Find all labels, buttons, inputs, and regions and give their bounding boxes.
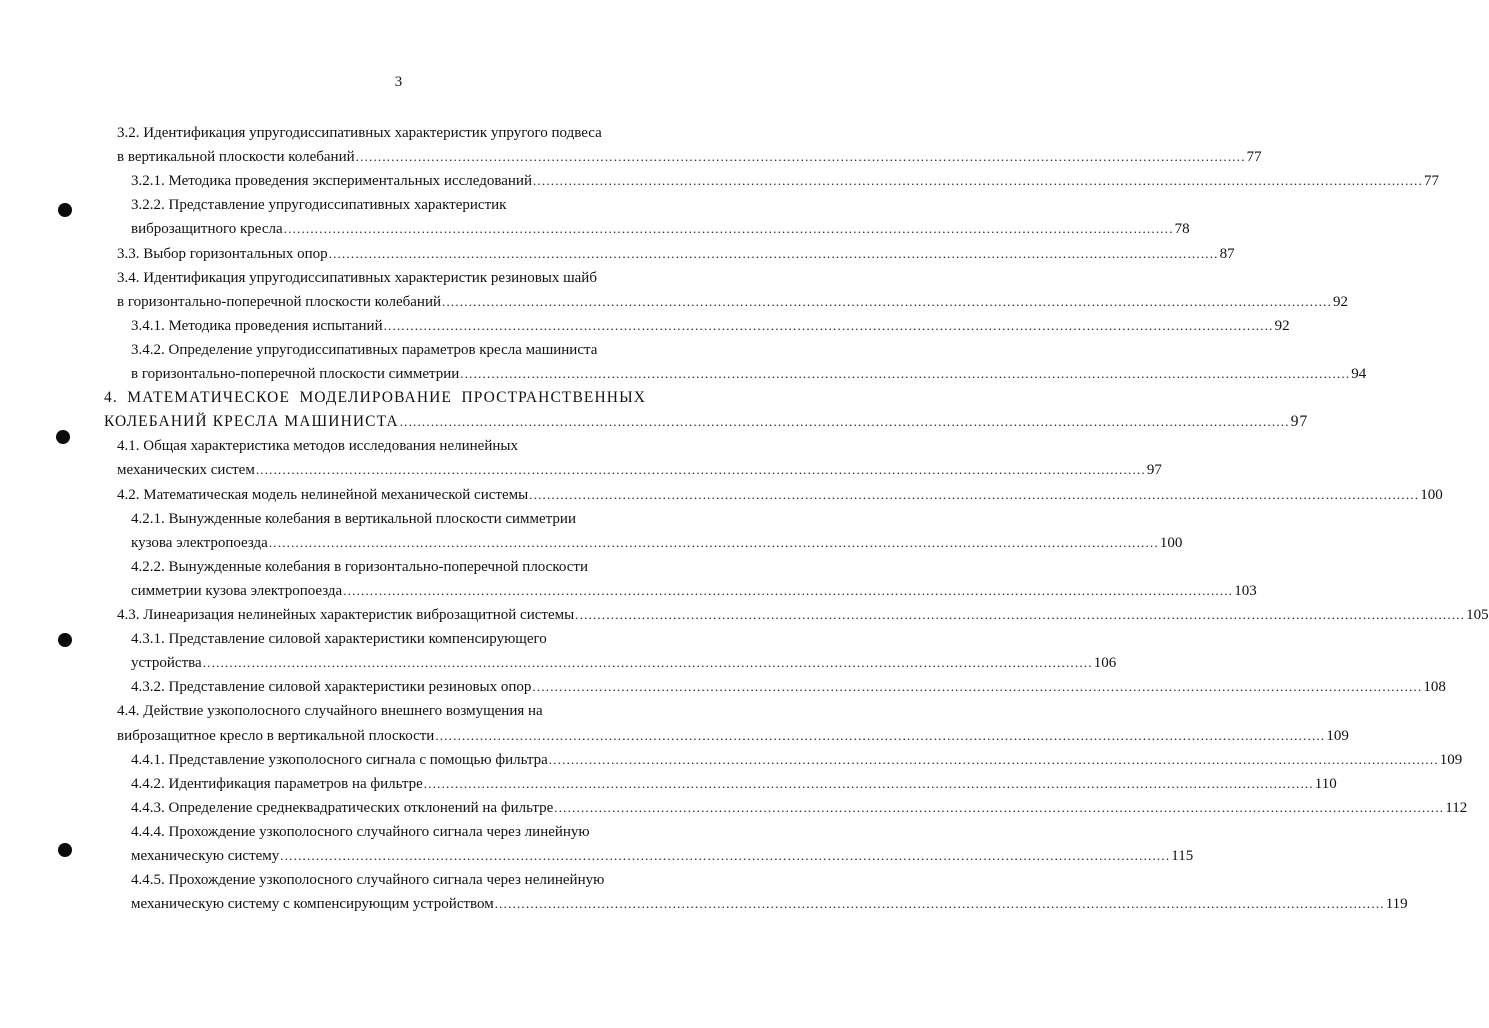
toc-entry-title: 4.4. Действие узкополосного случайного внешнего возмущения на bbox=[117, 703, 543, 719]
toc-line bbox=[104, 410, 1309, 434]
toc-entry-title: виброзащитное кресло в вертикальной плоскости bbox=[117, 728, 435, 744]
toc-entry-title: КОЛЕБАНИЙ КРЕСЛА МАШИНИСТА bbox=[104, 413, 399, 430]
page-number: 3 bbox=[394, 74, 403, 90]
dot-leader: ........................................................................................................................................................................................................ bbox=[399, 414, 1290, 429]
toc-line bbox=[131, 844, 1194, 868]
toc-entry-page: 100 bbox=[1159, 535, 1183, 551]
toc-line bbox=[117, 434, 580, 458]
toc-entry-title: 4.2. Математическая модель нелинейной механической системы bbox=[117, 487, 529, 503]
toc-entry-title: 4.1. Общая характеристика методов исследования нелинейных bbox=[117, 438, 518, 454]
toc-entry-title: 3.4.2. Определение упругодиссипативных параметров кресла машиниста bbox=[131, 342, 598, 358]
toc-entry-page: 87 bbox=[1219, 246, 1235, 262]
toc-entry-title: 3.2.1. Методика проведения экспериментальных исследований bbox=[131, 173, 532, 189]
toc-line bbox=[104, 386, 646, 410]
toc-line bbox=[131, 169, 1439, 193]
toc-entry-page: 105 bbox=[1466, 607, 1489, 623]
toc-entry-title: 3.2.2. Представление упругодиссипативных характеристик bbox=[131, 197, 507, 213]
toc-line bbox=[117, 290, 1349, 314]
toc-entry-title: механическую систему с компенсирующим устройством bbox=[131, 896, 494, 912]
toc-entry-page: 119 bbox=[1385, 896, 1408, 912]
toc-entry-page: 97 bbox=[1146, 462, 1162, 478]
toc-entry-title: в вертикальной плоскости колебаний bbox=[117, 149, 355, 165]
toc-line bbox=[117, 724, 1349, 748]
toc-entry-title: 4.3. Линеаризация нелинейных характеристик виброзащитной системы bbox=[117, 607, 575, 623]
toc-entry-page: 94 bbox=[1351, 366, 1367, 382]
toc-entry-page: 78 bbox=[1174, 221, 1190, 237]
toc-entry-title: 3.2. Идентификация упругодиссипативных характеристик упругого подвеса bbox=[117, 125, 602, 141]
toc-line bbox=[117, 699, 609, 723]
toc-entry-title: 4.3.1. Представление силовой характеристики компенсирующего bbox=[131, 631, 547, 647]
dot-leader: ........................................................................................................................................................................................................ bbox=[280, 848, 1171, 863]
dot-leader: ........................................................................................................................................................................................................ bbox=[529, 487, 1420, 502]
dot-leader: ........................................................................................................................................................................................................ bbox=[548, 752, 1439, 767]
toc-line bbox=[131, 651, 1117, 675]
dot-leader: ........................................................................................................................................................................................................ bbox=[575, 607, 1466, 622]
dot-leader: ........................................................................................................................................................................................................ bbox=[268, 535, 1159, 550]
toc-entry-title: 4.4.2. Идентификация параметров на фильтре bbox=[131, 776, 423, 792]
toc-entry-page: 103 bbox=[1234, 583, 1257, 599]
dot-leader: ........................................................................................................................................................................................................ bbox=[435, 728, 1326, 743]
toc-entry-page: 100 bbox=[1420, 487, 1443, 503]
dot-leader: ........................................................................................................................................................................................................ bbox=[494, 896, 1385, 911]
dot-leader: ........................................................................................................................................................................................................ bbox=[532, 173, 1423, 188]
toc-entry-title: 4.2.2. Вынужденные колебания в горизонтально-поперечной плоскости bbox=[131, 559, 588, 575]
punch-hole bbox=[58, 633, 72, 647]
toc-entry-title: 4.4.3. Определение среднеквадратических отклонений на фильтре bbox=[131, 800, 554, 816]
dot-leader: ........................................................................................................................................................................................................ bbox=[355, 149, 1246, 164]
toc-line bbox=[131, 772, 1337, 796]
toc-line bbox=[131, 555, 657, 579]
punch-hole bbox=[58, 843, 72, 857]
toc-entry-page: 112 bbox=[1445, 800, 1468, 816]
toc-entry-page: 109 bbox=[1326, 728, 1349, 744]
toc-line bbox=[131, 314, 1290, 338]
toc-line bbox=[117, 266, 671, 290]
toc-line bbox=[117, 483, 1443, 507]
toc-entry-title: 4.4.1. Представление узкополосного сигнала с помощью фильтра bbox=[131, 752, 548, 768]
toc-entry-page: 115 bbox=[1171, 848, 1194, 864]
toc-line bbox=[131, 579, 1257, 603]
dot-leader: ........................................................................................................................................................................................................ bbox=[423, 776, 1314, 791]
toc-entry-page: 92 bbox=[1274, 318, 1290, 334]
toc-entry-title: виброзащитного кресла bbox=[131, 221, 283, 237]
toc-entry-title: механическую систему bbox=[131, 848, 280, 864]
dot-leader: ........................................................................................................................................................................................................ bbox=[283, 221, 1174, 236]
toc-line bbox=[131, 507, 646, 531]
toc-line bbox=[131, 193, 600, 217]
toc-entry-page: 106 bbox=[1093, 655, 1117, 671]
toc-entry-title: 4. МАТЕМАТИЧЕСКОЕ МОДЕЛИРОВАНИЕ ПРОСТРАНСТВЕННЫХ bbox=[104, 389, 646, 406]
toc-entry-title: в горизонтально-поперечной плоскости симметрии bbox=[131, 366, 460, 382]
dot-leader: ........................................................................................................................................................................................................ bbox=[255, 462, 1146, 477]
toc-line bbox=[131, 820, 661, 844]
toc-entry-title: 4.2.1. Вынужденные колебания в вертикальной плоскости симметрии bbox=[131, 511, 576, 527]
toc-line bbox=[131, 217, 1190, 241]
toc-entry-page: 77 bbox=[1246, 149, 1262, 165]
punch-hole bbox=[56, 430, 70, 444]
toc-line bbox=[131, 748, 1463, 772]
dot-leader: ........................................................................................................................................................................................................ bbox=[383, 318, 1274, 333]
dot-leader: ........................................................................................................................................................................................................ bbox=[202, 655, 1093, 670]
toc-line bbox=[131, 892, 1408, 916]
toc-line bbox=[131, 338, 671, 362]
toc-line bbox=[117, 242, 1235, 266]
toc-entry-page: 109 bbox=[1439, 752, 1463, 768]
toc-entry-page: 92 bbox=[1333, 294, 1349, 310]
toc-line bbox=[131, 868, 681, 892]
toc-line bbox=[131, 796, 1468, 820]
dot-leader: ........................................................................................................................................................................................................ bbox=[460, 366, 1351, 381]
toc-entry-title: 4.4.5. Прохождение узкополосного случайного сигнала через нелинейную bbox=[131, 872, 605, 888]
toc-entry-title: механических систем bbox=[117, 462, 255, 478]
toc-line bbox=[117, 145, 1262, 169]
toc-line bbox=[131, 675, 1446, 699]
dot-leader: ........................................................................................................................................................................................................ bbox=[554, 800, 1445, 815]
toc-line bbox=[131, 531, 1183, 555]
toc-entry-page: 108 bbox=[1423, 679, 1446, 695]
toc-entry-page: 97 bbox=[1290, 413, 1309, 430]
toc-entry-title: 3.4. Идентификация упругодиссипативных характеристик резиновых шайб bbox=[117, 270, 597, 286]
toc-entry-title: 3.3. Выбор горизонтальных опор bbox=[117, 246, 328, 262]
punch-hole bbox=[58, 203, 72, 217]
toc-entry-page: 77 bbox=[1423, 173, 1439, 189]
toc-entry-title: 3.4.1. Методика проведения испытаний bbox=[131, 318, 383, 334]
dot-leader: ........................................................................................................................................................................................................ bbox=[343, 583, 1234, 598]
toc-entry-title: кузова электропоезда bbox=[131, 535, 268, 551]
toc-line bbox=[117, 121, 703, 145]
toc-entry-title: 4.3.2. Представление силовой характеристики резиновых опор bbox=[131, 679, 532, 695]
toc-entry-page: 110 bbox=[1314, 776, 1337, 792]
toc-line bbox=[131, 362, 1367, 386]
toc-entry-title: 4.4.4. Прохождение узкополосного случайного сигнала через линейную bbox=[131, 824, 590, 840]
dot-leader: ........................................................................................................................................................................................................ bbox=[328, 246, 1219, 261]
toc-line bbox=[117, 458, 1162, 482]
toc-line bbox=[131, 627, 620, 651]
toc-entry-title: в горизонтально-поперечной плоскости колебаний bbox=[117, 294, 442, 310]
toc-line bbox=[117, 603, 1489, 627]
dot-leader: ........................................................................................................................................................................................................ bbox=[442, 294, 1333, 309]
toc-entry-title: симметрии кузова электропоезда bbox=[131, 583, 343, 599]
dot-leader: ........................................................................................................................................................................................................ bbox=[532, 679, 1423, 694]
toc-entry-title: устройства bbox=[131, 655, 202, 671]
